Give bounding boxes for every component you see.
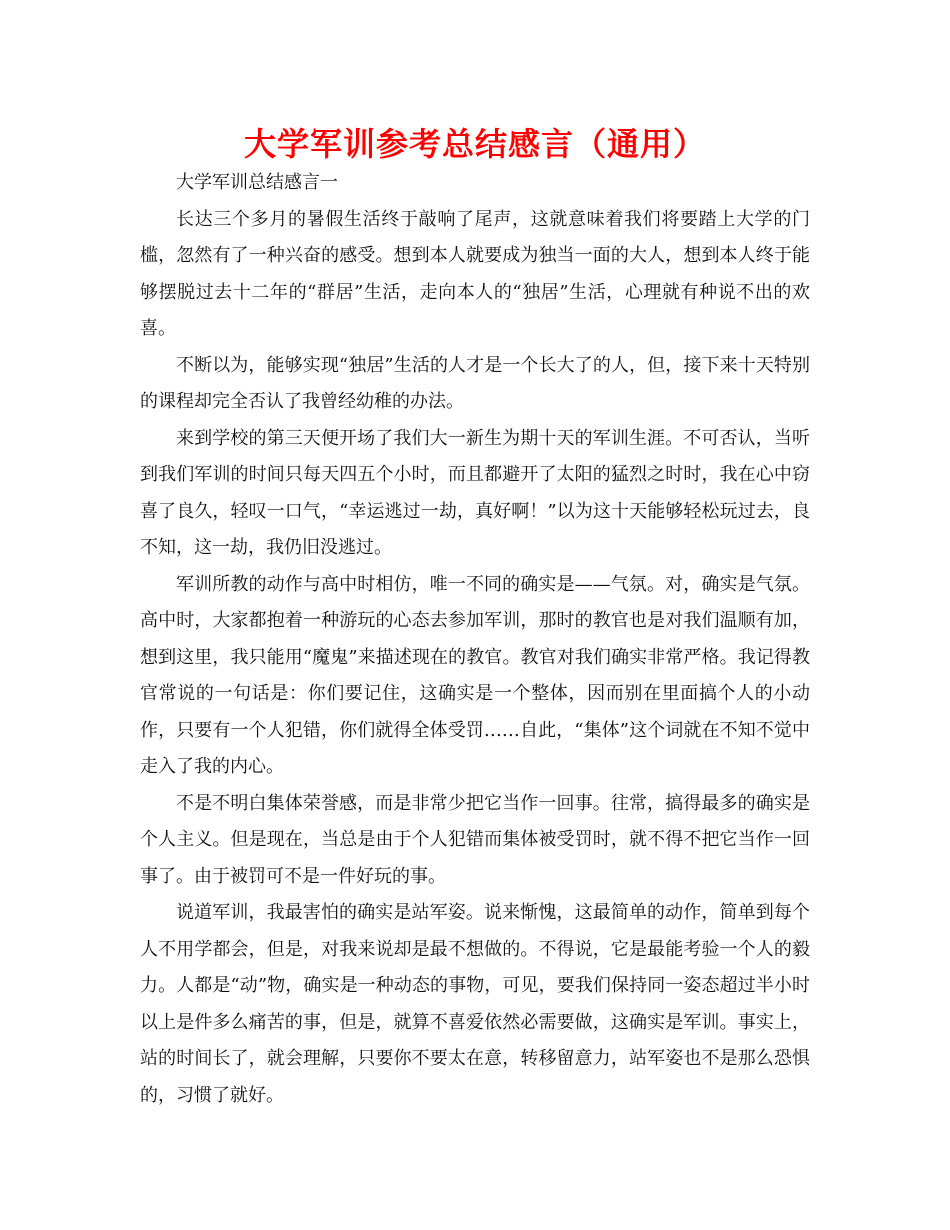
document-body <box>140 165 810 1114</box>
document-title: 大学军训参考总结感言（通用） <box>243 125 706 163</box>
paragraph: 不是不明白集体荣誉感，而是非常少把它当作一回事。往常，搞得最多的确实是个人主义。但是现在，当总是由于个人犯错而集体被受罚时，就不得不把它当作一回事了。由于被罚可不是一件好玩的事。 <box>140 792 810 887</box>
paragraph: 长达三个多月的暑假生活终于敲响了尾声，这就意味着我们将要踏上大学的门槛，忽然有了一种兴奋的感受。想到本人就要成为独当一面的大人，想到本人终于能够摆脱过去十二年的“群居”生活，走向本人的“独居”生活，心理就有种说不出的欢喜。 <box>140 208 810 339</box>
paragraph: 军训所教的动作与高中时相仿，唯一不同的确实是——气氛。对，确实是气氛。高中时，大家都抱着一种游玩的心态去参加军训，那时的教官也是对我们温顺有加，想到这里，我只能用“魔鬼”来描述现在的教官。教官对我们确实非常严格。我记得教官常说的一句话是：你们要记住，这确实是一个整体，因而别在里面搞个人的小动作，只要有一个人犯错，你们就得全体受罚……自此，“集体”这个词就在不知不觉中走入了我的内心。 <box>140 573 810 777</box>
paragraph: 来到学校的第三天便开场了我们大一新生为期十天的军训生涯。不可否认，当听到我们军训的时间只每天四五个小时，而且都避开了太阳的猛烈之时时，我在心中窃喜了良久，轻叹一口气，“幸运逃过一劫，真好啊！”以为这十天能够轻松玩过去，良不知，这一劫，我仍旧没逃过。 <box>140 427 810 558</box>
paragraph: 说道军训，我最害怕的确实是站军姿。说来惭愧，这最简单的动作，简单到每个人不用学都会，但是，对我来说却是最不想做的。不得说，它是最能考验一个人的毅力。人都是“动”物，确实是一种动态的事物，可见，要我们保持同一姿态超过半小时以上是件多么痛苦的事，但是，就算不喜爱依然必需要做，这确实是军训。事实上，站的时间长了，就会理解，只要你不要太在意，转移留意力，站军姿也不是那么恐惧的，习惯了就好。 <box>140 902 810 1106</box>
paragraph: 不断以为，能够实现“独居”生活的人才是一个长大了的人，但，接下来十天特别的课程却完全否认了我曾经幼稚的办法。 <box>140 354 810 412</box>
section-heading: 大学军训总结感言一 <box>176 172 338 193</box>
